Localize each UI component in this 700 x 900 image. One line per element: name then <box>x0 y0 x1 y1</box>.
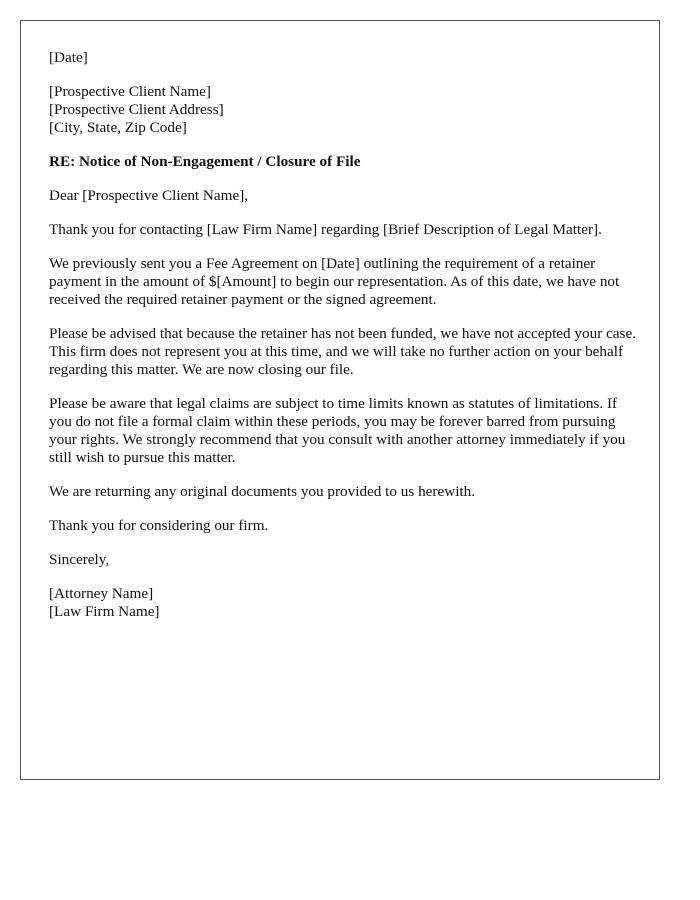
recipient-name: [Prospective Client Name] <box>49 83 211 100</box>
signature-block <box>49 585 639 621</box>
subject-line: RE: Notice of Non-Engagement / Closure of File <box>49 153 361 170</box>
paragraph-non-engagement: Please be advised that because the retainer has not been funded, we have not accepted your case. This firm does not represent you at this time, and we will take no further action on your behalf regarding this matter. We are now closing our file. <box>49 325 636 378</box>
letter-date: [Date] <box>49 49 88 66</box>
paragraph-intro: Thank you for contacting [Law Firm Name] regarding [Brief Description of Legal Matter]. <box>49 221 602 238</box>
paragraph-fee-agreement: We previously sent you a Fee Agreement on [Date] outlining the requirement of a retainer payment in the amount of $[Amount] to begin our representation. As of this date, we have not received the required retainer payment or the signed agreement. <box>49 255 620 308</box>
recipient-address: [Prospective Client Address] <box>49 101 224 118</box>
date-block <box>49 49 639 67</box>
attorney-name: [Attorney Name] <box>49 585 154 602</box>
letter-page <box>20 20 660 780</box>
salutation: Dear [Prospective Client Name], <box>49 187 249 204</box>
paragraph-documents-return: We are returning any original documents you provided to us herewith. <box>49 483 476 500</box>
closing: Sincerely, <box>49 551 110 568</box>
recipient-address-block <box>49 83 639 137</box>
signature-firm-name: [Law Firm Name] <box>49 603 160 620</box>
letter-body <box>49 49 639 637</box>
recipient-city-state-zip: [City, State, Zip Code] <box>49 119 187 136</box>
paragraph-statute-warning: Please be aware that legal claims are subject to time limits known as statutes of limitations. If you do not file a formal claim within these periods, you may be forever barred from pursuing your rights. We strongly recommend that you consult with another attorney immediately if you still wish to pursue this matter. <box>49 395 626 466</box>
paragraph-thanks: Thank you for considering our firm. <box>49 517 269 534</box>
